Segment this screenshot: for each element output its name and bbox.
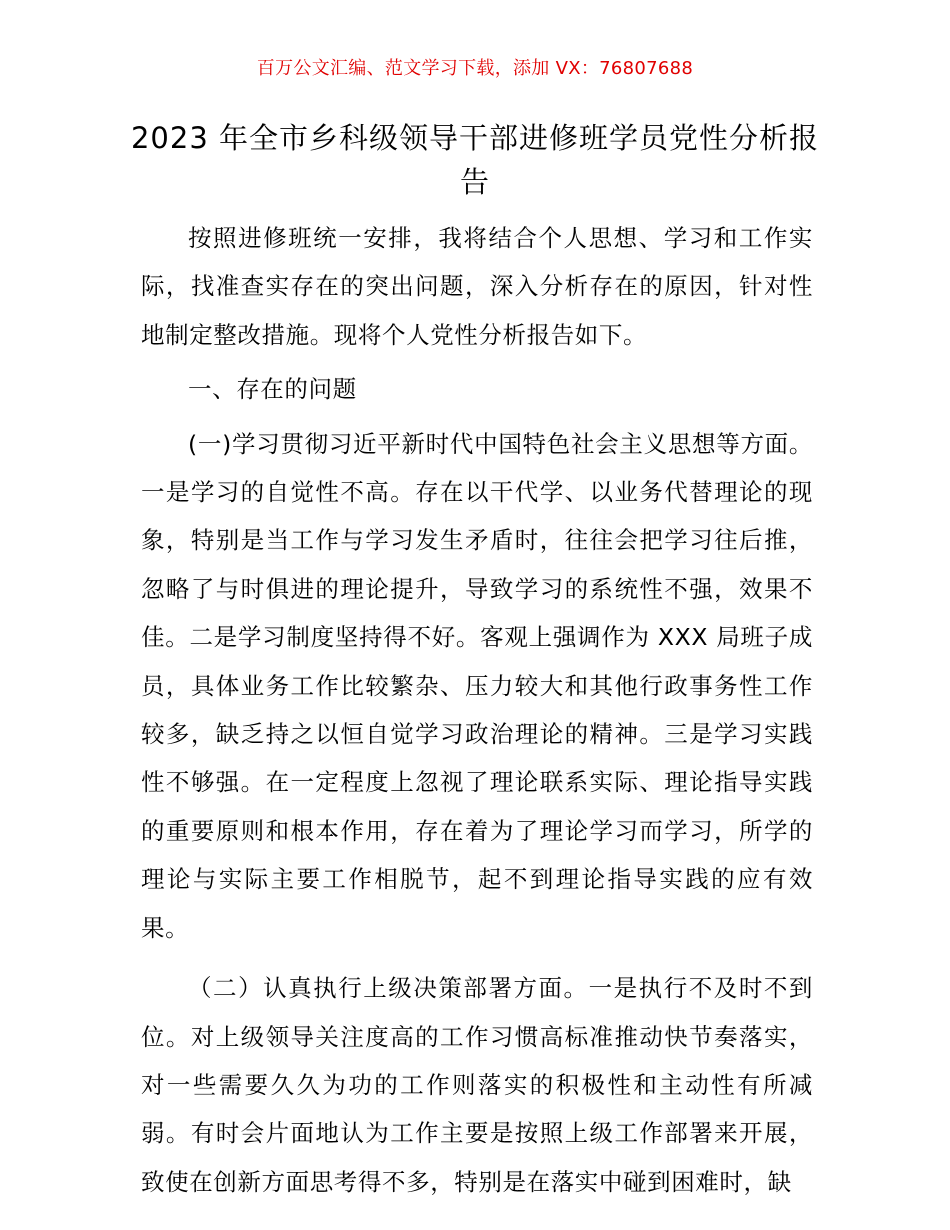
subsection-2-paragraph: （二）认真执行上级决策部署方面。一是执行不及时不到位。对上级领导关注度高的工作习惯高标准推动快节奏落实，对一些需要久久为功的工作则落实的积极性和主动性有所减弱。有时会片面地认为工作主要是按照上级工作部署来开展，致使在创新方面思考得不多，特别是在落实中碰到困难时，缺 (141, 974, 813, 1196)
document-title: 2023 年全市乡科级领导干部进修班学员党性分析报告 (130, 121, 820, 199)
section-heading: 一、存在的问题 (188, 375, 357, 404)
intro-paragraph: 按照进修班统一安排，我将结合个人思想、学习和工作实际，找准查实存在的突出问题，深入分析存在的原因，针对性地制定整改措施。现将个人党性分析报告如下。 (141, 224, 813, 349)
document-body (141, 214, 813, 1212)
subsection-1-paragraph: (一)学习贯彻习近平新时代中国特色社会主义思想等方面。一是学习的自觉性不高。存在以干代学、以业务代替理论的现象，特别是当工作与学习发生矛盾时，往往会把学习往后推，忽略了与时俱进的理论提升，导致学习的系统性不强，效果不佳。二是学习制度坚持得不好。客观上强调作为 XXX 局班子成员，具体业务工作比较繁杂、压力较大和其他行政事务性工作较多，缺乏持之以恒自觉学习政治理论的精神。三是学习实践性不够强。在一定程度上忽视了理论联系实际、理论指导实践的重要原则和根本作用，存在着为了理论学习而学习，所学的理论与实际主要工作相脱节，起不到理论指导实践的应有效果。 (141, 429, 813, 942)
watermark-header: 百万公文汇编、范文学习下载，添加 VX：76807688 (256, 58, 694, 79)
